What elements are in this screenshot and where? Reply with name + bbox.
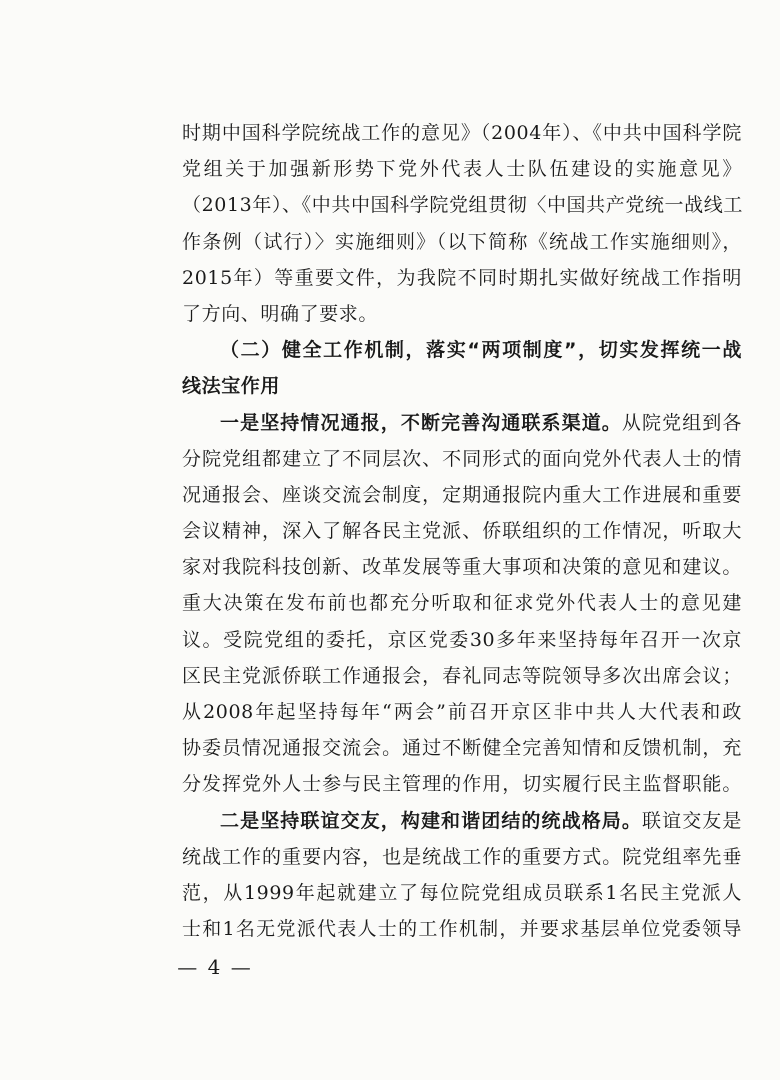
text-line: （2013年）、《中共中国科学院党组贯彻〈中国共产党统一战线工 [182, 194, 743, 217]
text-line: 范，从1999年起就建立了每位院党组成员联系1名民主党派人 [182, 881, 742, 904]
paragraph-lead: 二是坚持联谊交友，构建和谐团结的统战格局。 [220, 809, 642, 832]
text-line: 区民主党派侨联工作通报会，春礼同志等院领导多次出席会议； [182, 664, 742, 687]
text-line: 况通报会、座谈交流会制度，定期通报院内重大工作进展和重要 [182, 483, 742, 506]
text-line: 家对我院科技创新、改革发展等重大事项和决策的意见和建议。 [182, 556, 742, 579]
text-line: 会议精神，深入了解各民主党派、侨联组织的工作情况，听取大 [182, 520, 742, 543]
section-heading-continuation: 线法宝作用 [182, 375, 281, 398]
text-line: 议。受院党组的委托，京区党委30多年来坚持每年召开一次京 [182, 628, 742, 651]
text-line: 2015年）等重要文件，为我院不同时期扎实做好统战工作指明 [182, 266, 742, 289]
paragraph-text: 联谊交友是 [642, 809, 742, 832]
text-line: 协委员情况通报交流会。通过不断健全完善知情和反馈机制，充 [182, 737, 742, 760]
text-line: 党组关于加强新形势下党外代表人士队伍建设的实施意见》 [182, 158, 742, 181]
paragraph-text: 从院党组到各 [621, 411, 742, 434]
document-body [182, 118, 742, 950]
text-line: 分院党组都建立了不同层次、不同形式的面向党外代表人士的情 [182, 447, 742, 470]
text-line: 从2008年起坚持每年“两会”前召开京区非中共人大代表和政 [182, 701, 742, 723]
text-line: 时期中国科学院统战工作的意见》（2004年）、《中共中国科学院 [182, 122, 742, 144]
text-line: 作条例（试行）〉实施细则》（以下简称《统战工作实施细则》， [182, 230, 742, 253]
paragraph-first-line [182, 408, 742, 438]
text-line: 分发挥党外人士参与民主管理的作用，切实履行民主监督职能。 [182, 773, 742, 796]
text-line: 了方向、明确了要求。 [182, 302, 379, 325]
paragraph-lead: 一是坚持情况通报，不断完善沟通联系渠道。 [220, 411, 622, 434]
page-number: — 4 — [177, 955, 253, 979]
text-line: 士和1名无党派代表人士的工作机制，并要求基层单位党委领导 [182, 918, 742, 941]
text-line: 统战工作的重要内容，也是统战工作的重要方式。院党组率先垂 [182, 845, 742, 868]
paragraph-first-line [182, 806, 742, 836]
text-line: 重大决策在发布前也都充分听取和征求党外代表人士的意见建 [182, 592, 742, 615]
section-heading: （二）健全工作机制，落实“两项制度”，切实发挥统一战 [220, 339, 742, 362]
